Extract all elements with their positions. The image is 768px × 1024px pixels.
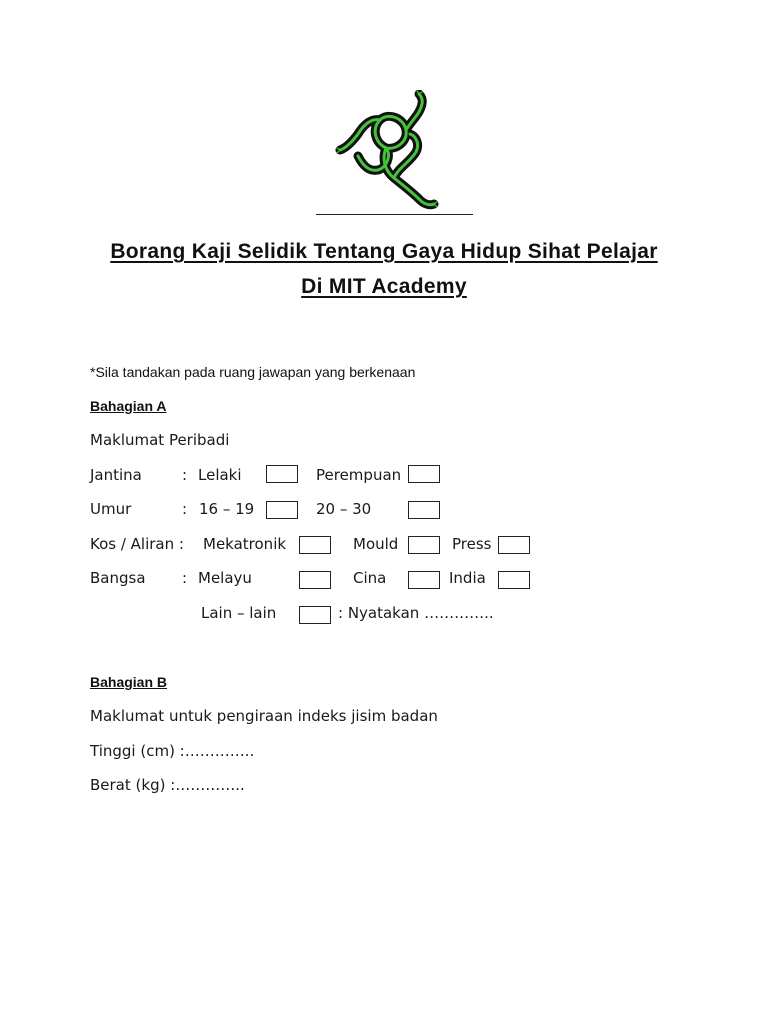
section-a-heading: Bahagian A — [90, 398, 167, 414]
jantina-colon: : — [182, 466, 188, 484]
jantina-lelaki-checkbox[interactable] — [266, 465, 298, 483]
kos-mould-checkbox[interactable] — [408, 536, 440, 554]
kos-press-label: Press — [452, 535, 492, 553]
jantina-perempuan-label: Perempuan — [316, 466, 402, 484]
kos-mould-label: Mould — [353, 535, 399, 553]
bangsa-melayu-checkbox[interactable] — [299, 571, 331, 589]
bangsa-colon: : — [182, 569, 188, 587]
berat-field[interactable]: Berat (kg) :………….. — [90, 776, 245, 794]
tinggi-field[interactable]: Tinggi (cm) :………….. — [90, 742, 255, 760]
kos-mekatronik-checkbox[interactable] — [299, 536, 331, 554]
form-title-line1: Borang Kaji Selidik Tentang Gaya Hidup Sihat Pelajar — [110, 240, 658, 263]
instruction-text: *Sila tandakan pada ruang jawapan yang berkenaan — [90, 364, 416, 380]
triple-snake-logo-icon — [334, 90, 440, 212]
kos-mekatronik-label: Mekatronik — [203, 535, 287, 553]
jantina-perempuan-checkbox[interactable] — [408, 465, 440, 483]
umur-16-19-label: 16 – 19 — [199, 500, 255, 518]
bangsa-lain-checkbox[interactable] — [299, 606, 331, 624]
bangsa-india-checkbox[interactable] — [498, 571, 530, 589]
bangsa-nyatakan-field[interactable]: : Nyatakan ………….. — [338, 604, 494, 622]
section-b-heading: Bahagian B — [90, 674, 168, 690]
kos-label: Kos / Aliran : — [90, 535, 184, 553]
bangsa-melayu-label: Melayu — [198, 569, 252, 587]
umur-20-30-checkbox[interactable] — [408, 501, 440, 519]
bangsa-label: Bangsa — [90, 569, 146, 587]
umur-label: Umur — [90, 500, 132, 518]
jantina-label: Jantina — [90, 466, 142, 484]
bangsa-india-label: India — [449, 569, 486, 587]
form-title-line2: Di MIT Academy — [301, 275, 467, 298]
section-a-subtitle: Maklumat Peribadi — [90, 431, 230, 449]
bangsa-cina-label: Cina — [353, 569, 387, 587]
bangsa-lain-label: Lain – lain — [201, 604, 277, 622]
umur-colon: : — [182, 500, 188, 518]
section-b-subtitle: Maklumat untuk pengiraan indeks jisim badan — [90, 707, 438, 725]
jantina-lelaki-label: Lelaki — [198, 466, 242, 484]
logo-divider — [316, 214, 473, 215]
bangsa-cina-checkbox[interactable] — [408, 571, 440, 589]
umur-20-30-label: 20 – 30 — [316, 500, 372, 518]
umur-16-19-checkbox[interactable] — [266, 501, 298, 519]
kos-press-checkbox[interactable] — [498, 536, 530, 554]
